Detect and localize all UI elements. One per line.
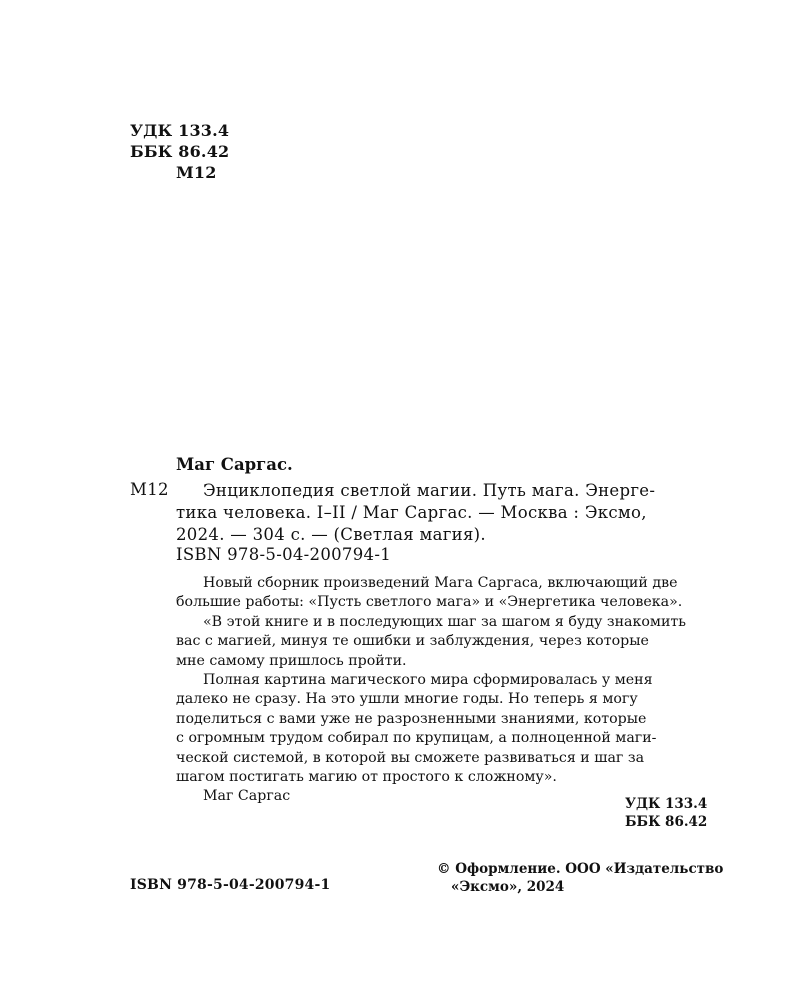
annotation [176, 574, 716, 807]
annotation-line: далеко не сразу. На это ушли многие годы. Но теперь я могу [176, 691, 638, 708]
annotation-line: большие работы: «Пусть светлого мага» и «Энергетика человека». [176, 594, 683, 611]
udk-code: УДК 133.4 [130, 121, 230, 140]
annotation-line: «В этой книге и в последующих шаг за шагом я буду знакомить [203, 613, 686, 630]
description-line: 2024. — 304 с. — (Светлая магия). [176, 525, 486, 544]
annotation-line: с огромным трудом собирал по крупицам, а полноценной маги- [176, 730, 657, 747]
annotation-line: вас с магией, минуя те ошибки и заблуждения, через которые [176, 633, 649, 650]
bibliographic-description [176, 480, 715, 546]
annotation-line: ческой системой, в которой вы сможете развиваться и шаг за [176, 749, 645, 766]
classification-block [130, 120, 229, 183]
cutter-number: М12 [130, 480, 169, 499]
copyright-notice [437, 860, 723, 896]
annotation-line: Новый сборник произведений Мага Саргаса, включающий две [203, 575, 678, 591]
bbk-code: ББК 86.42 [130, 142, 230, 161]
footer-isbn: ISBN 978-5-04-200794-1 [130, 877, 331, 893]
footer-classification [625, 795, 707, 831]
copyright-line: «Эксмо», 2024 [451, 879, 565, 895]
annotation-line: поделиться с вами уже не разрозненными знаниями, которые [176, 710, 647, 727]
copyright-line: © Оформление. ООО «Издательство [437, 861, 724, 877]
footer-udk: УДК 133.4 [625, 796, 708, 812]
annotation-line: Полная картина магического мира сформировалась у меня [203, 672, 653, 689]
author-sign: М12 [176, 163, 217, 182]
annotation-line: шагом постигать магию от простого к сложному». [176, 769, 557, 786]
annotation-line: мне самому пришлось пройти. [176, 652, 407, 669]
isbn-record: ISBN 978-5-04-200794-1 [176, 545, 392, 564]
annotation-signature: Маг Саргас [203, 788, 291, 805]
footer-bbk: ББК 86.42 [625, 814, 708, 830]
description-line: тика человека. I–II / Маг Саргас. — Москва : Эксмо, [176, 503, 647, 522]
description-line: Энциклопедия светлой магии. Путь мага. Энерге- [203, 481, 656, 500]
author-heading: Маг Саргас. [176, 455, 293, 474]
